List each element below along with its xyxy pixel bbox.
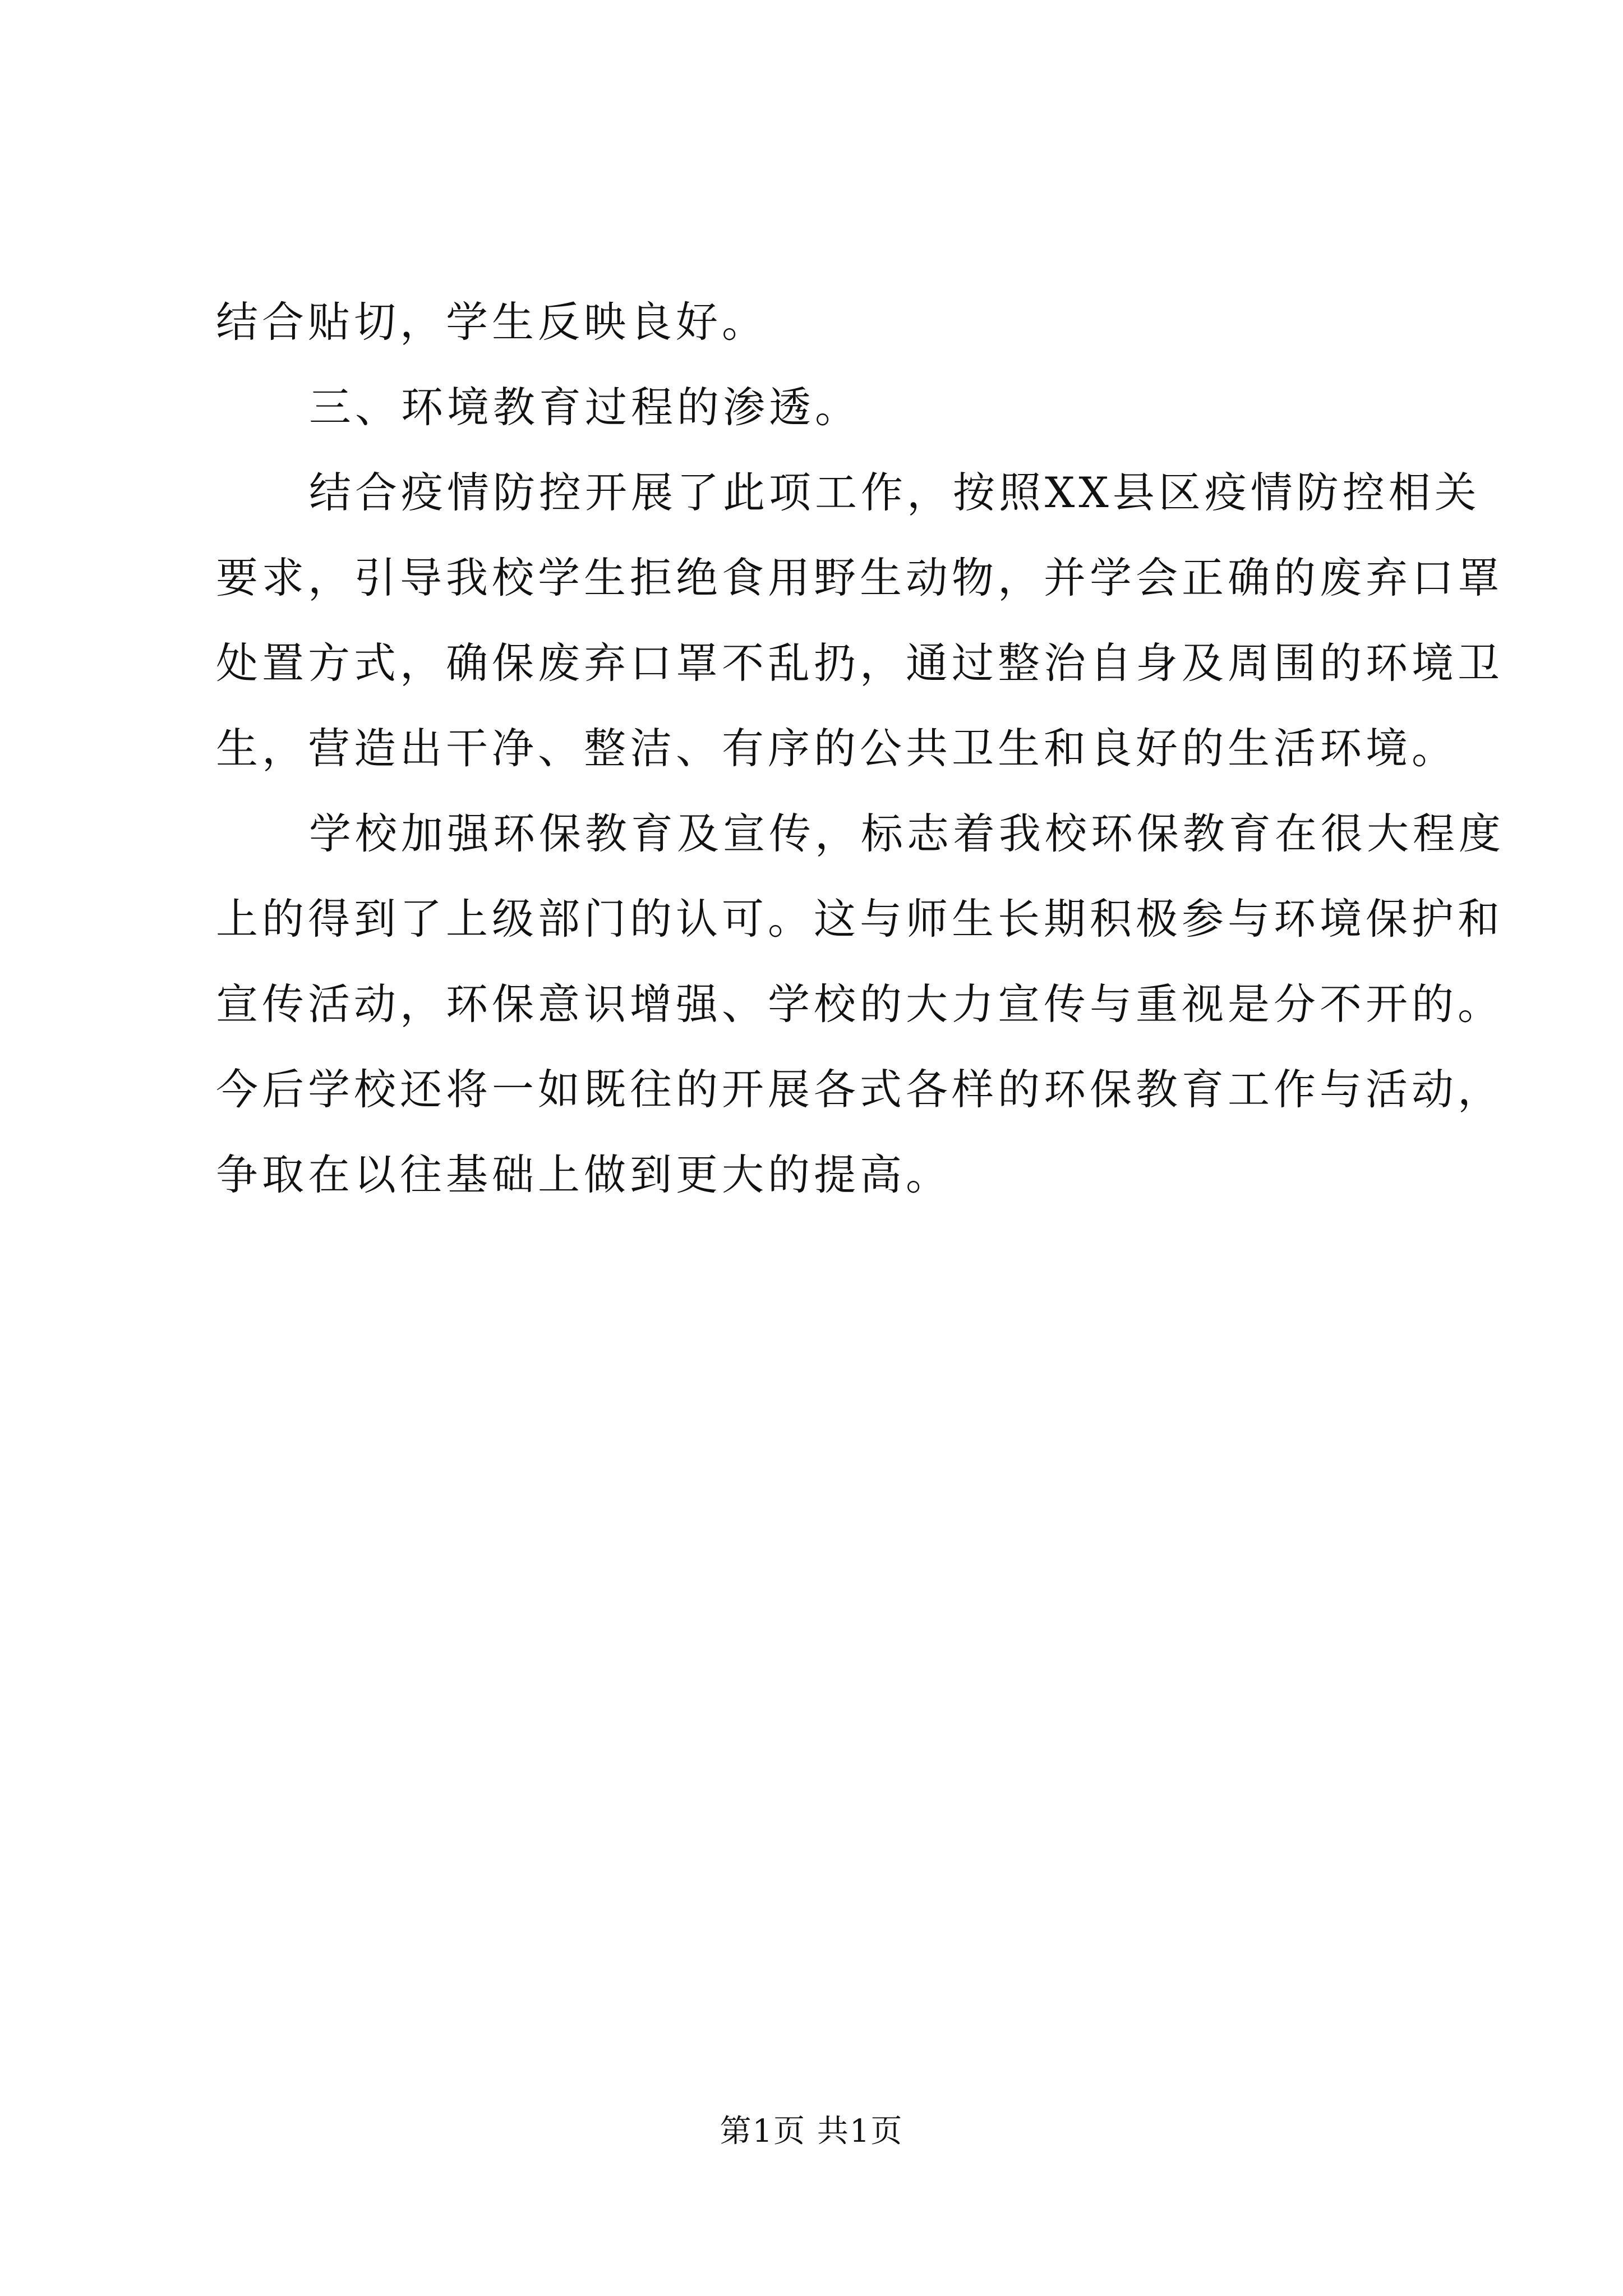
text-line: 上的得到了上级部门的认可。这与师生长期积极参与环境保护和 bbox=[216, 894, 1504, 944]
text-line: 结合疫情防控开展了此项工作，按照XX县区疫情防控相关 bbox=[309, 468, 1481, 517]
text-line: 学校加强环保教育及宣传，标志着我校环保教育在很大程度 bbox=[309, 809, 1505, 858]
text-line: 处置方式，确保废弃口罩不乱扔，通过整治自身及周围的环境卫 bbox=[216, 638, 1504, 688]
text-line: 要求，引导我校学生拒绝食用野生动物，并学会正确的废弃口罩 bbox=[216, 553, 1504, 602]
text-line: 宣传活动，环保意识增强、学校的大力宣传与重视是分不开的。 bbox=[216, 979, 1504, 1029]
document-body bbox=[216, 279, 1505, 1217]
text-line: 结合贴切，学生反映良好。 bbox=[216, 297, 768, 347]
text-line: 争取在以往基础上做到更大的提高。 bbox=[216, 1150, 952, 1199]
page-footer: 第1页 共1页 bbox=[720, 2113, 903, 2150]
text-line: 今后学校还将一如既往的开展各式各样的环保教育工作与活动， bbox=[216, 1065, 1504, 1114]
section-heading: 三、环境教育过程的渗透。 bbox=[309, 383, 861, 432]
text-line: 生，营造出干净、整洁、有序的公共卫生和良好的生活环境。 bbox=[216, 724, 1458, 773]
